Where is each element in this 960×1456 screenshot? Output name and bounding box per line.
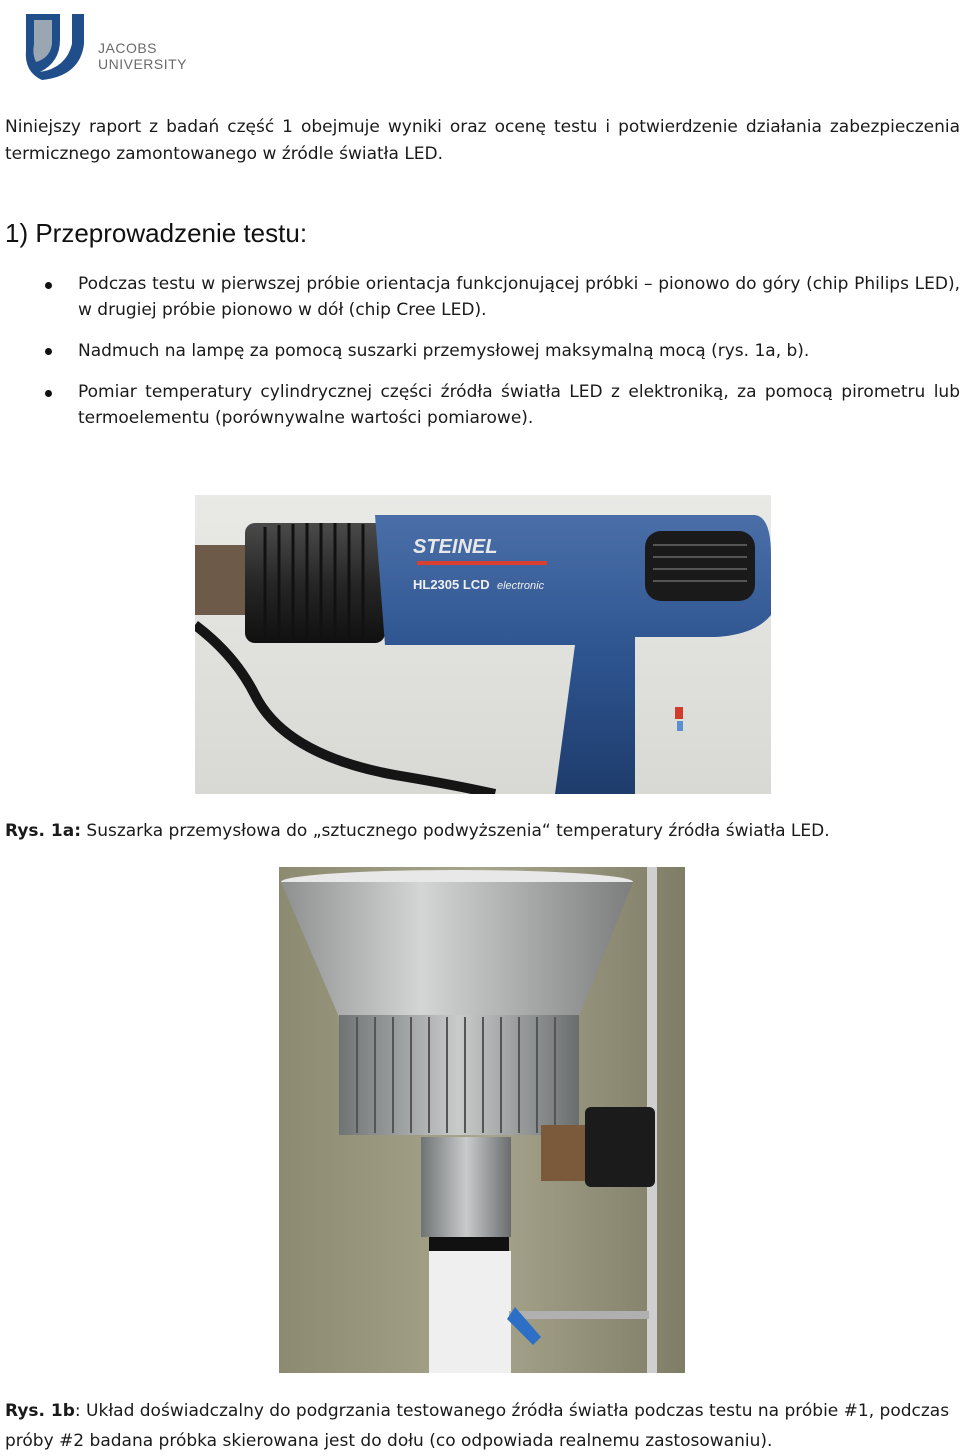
figure-caption-1b <box>5 1396 960 1456</box>
intro-paragraph: Niniejszy raport z badań część 1 obejmuje wyniki oraz ocenę testu i potwierdzenie działania zabezpieczenia termicznego zamontowanego w źródle światła LED. <box>5 117 960 164</box>
jacobs-university-logo <box>20 10 200 80</box>
bullet-dot <box>45 348 52 355</box>
bullet-item-orientation: Podczas testu w pierwszej próbie orientacja funkcjonującej próbki – pionowo do góry (chip Philips LED), w drugiej próbie pionowo w dół (chip Cree LED). <box>78 274 960 320</box>
shield-logo-icon <box>20 10 90 80</box>
model-suffix-label: electronic <box>497 580 545 592</box>
caption-label: Rys. 1b <box>5 1401 75 1421</box>
caption-text: : Układ doświadczalny do podgrzania testowanego źródła światła podczas testu na próbie #1, podczas próby #2 badana próbka skierowana jest do dołu (co odpowiada realnemu zastosowaniu). <box>5 1401 950 1451</box>
bullet-item-measurement: Pomiar temperatury cylindrycznej części źródła światła LED z elektroniką, za pomocą pirometru lub termoelementu (porównywalne wartości pomiarowe). <box>78 382 960 428</box>
heat-gun-photo <box>195 495 771 794</box>
bullet-item-airflow: Nadmuch na lampę za pomocą suszarki przemysłowej maksymalną mocą (rys. 1a, b). <box>78 341 810 361</box>
model-label: HL2305 LCD <box>413 577 490 592</box>
logo-line-jacobs: JACOBS <box>98 40 158 56</box>
caption-label: Rys. 1a: <box>5 821 82 841</box>
section-heading: 1) Przeprowadzenie testu: <box>5 218 308 248</box>
logo-line-university: UNIVERSITY <box>98 56 188 72</box>
experimental-setup-photo <box>279 867 685 1373</box>
caption-text: Suszarka przemysłowa do „sztucznego podwyższenia“ temperatury źródła światła LED. <box>81 821 830 841</box>
bullet-dot <box>45 390 52 397</box>
brand-label: STEINEL <box>413 536 498 558</box>
bullet-dot <box>45 282 52 289</box>
figure-caption-1a <box>5 816 960 846</box>
